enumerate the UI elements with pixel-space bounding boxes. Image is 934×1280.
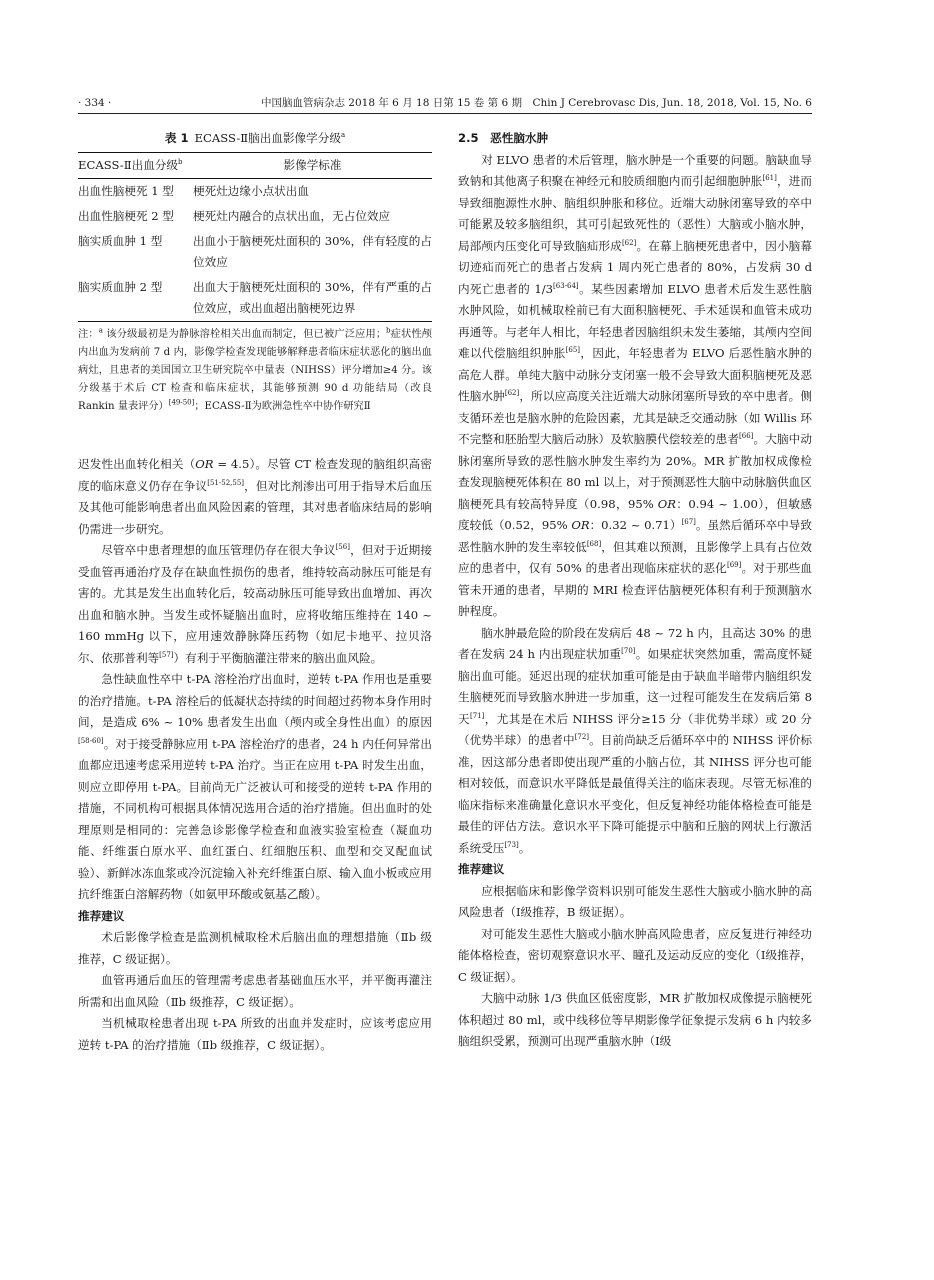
body-paragraph: 尽管卒中患者理想的血压管理仍存在很大争议[56]，但对于近期接受血管再通治疗及存在缺血性损伤的患者，维持较高动脉压可能是有害的。尤其是发生出血转化后，较高动脉压可能导致出血增加、再次出血和脑水肿。当发生或怀疑脑出血时，应将收缩压维持在 140 ~ 160 mmHg 以下，应用速效静脉降压药物（如尼卡地平、拉贝洛尔、依那普利等[57]）有利于平衡脑灌注带来的脑出血风险。	[78, 543, 432, 665]
right-column	[458, 128, 812, 1053]
recommendation-item: 对可能发生恶性大脑或小脑水肿高风险患者，应反复进行神经功能体格检查，密切观察意识水平、瞳孔及运动反应的变化（Ⅰ级推荐，C 级证据）。	[458, 926, 812, 984]
table-col-grade: ECASS-Ⅱ出血分级$^b$	[78, 158, 183, 172]
left-column	[78, 128, 432, 1056]
recommendation-item: 应根据临床和影像学资料识别可能发生恶性大脑或小脑水肿的高风险患者（Ⅰ级推荐，B 级证据）。	[458, 883, 812, 919]
table-header-row	[78, 153, 432, 179]
table-row	[78, 229, 432, 275]
table-row	[78, 275, 432, 322]
table-cell-grade: 出血性脑梗死 1 型	[78, 184, 174, 198]
page-number: · 334 ·	[78, 97, 112, 109]
body-paragraph: 对 ELVO 患者的术后管理，脑水肿是一个重要的问题。脑缺血导致钠和其他离子积聚在神经元和胶质细胞内而引起细胞肿胀[61]，进而导致细胞源性水肿、脑组织肿胀和移位。近端大动脉闭塞导致的卒中可能累及较多脑组织，其可引起致死性的（恶性）大脑或小脑水肿，局部颅内压变化可导致脑疝形成[62]。在幕上脑梗死患者中，因小脑幕切迹疝而死亡的患者占发病 1 周内死亡患者的 80%，占发病 30 d 内死亡患者的 1/3[63-64]。某些因素增加 ELVO 患者术后发生恶性脑水肿风险，如机械取栓前已有大面积脑梗死、手术延误和血管未成功再通等。与老年人相比，年轻患者因脑组织未发生萎缩，其颅内空间难以代偿脑组织肿胀[65]，因此，年轻患者为 ELVO 后恶性脑水肿的高危人群。单纯大脑中动脉分支闭塞一般不会导致大面积脑梗死及恶性脑水肿[62]，所以应高度关注近端大动脉闭塞所导致的卒中患者。侧支循环差也是脑水肿的危险因素，尤其是缺乏交通动脉（如 Willis 环不完整和胚胎型大脑后动脉）及软脑膜代偿较差的患者[66]。大脑中动脉闭塞所导致的恶性脑水肿发生率约为 20%。MR 扩散加权成像检查发现脑梗死体积在 80 ml 以上，对于预测恶性大脑中动脉脑供血区脑梗死具有较高特异度（0.98，95% OR：0.94 ~ 1.00），但敏感度较低（0.52，95% OR：0.32 ~ 0.71）[67]。虽然后循环卒中导致恶性脑水肿的发生率较低[68]，但其难以预测，且影像学上具有占位效应的患者中，仅有 50% 的患者出现临床症状的恶化[69]。对于那些血管未开通的患者，早期的 MRI 检查评估脑梗死体积有利于预测脑水肿程度。	[458, 152, 812, 618]
table-cell-criteria: 梗死灶边缘小点状出血	[193, 184, 309, 198]
recommendation-item: 大脑中动脉 1/3 供血区低密度影，MR 扩散加权成像提示脑梗死体积超过 80 ml，或中线移位等早期影像学征象提示发病 6 h 内较多脑组织受累，预测可出现严重脑水肿（Ⅰ级	[458, 991, 812, 1048]
body-paragraph: 脑水肿最危险的阶段在发病后 48 ~ 72 h 内，且高达 30% 的患者在发病 24 h 内出现症状加重[70]。如果症状突然加重，需高度怀疑脑出血可能。延迟出现的症状加重可能是由于缺血半暗带内脑组织发生脑梗死而导致脑水肿进一步加重，这一过程可能发生在发病后第 8 天[71]，尤其是在术后 NIHSS 评分≥15 分（非优势半球）或 20 分（优势半球）的患者中[72]。目前尚缺乏后循环卒中的 NIHSS 评价标准，因这部分患者即使出现严重的小脑占位，其 NIHSS 评分也可能相对较低，而意识水平降低是最值得关注的临床表现。尽管无标准的临床指标来准确量化意识水平变化，但反复神经功能体格检查可能是最佳的评估方法。意识水平下降可能提示中脑和丘脑的网状上行激活系统受压[73]。	[458, 625, 812, 855]
grading-table	[78, 152, 432, 322]
table-cell-grade: 脑实质血肿 2 型	[78, 280, 163, 294]
section-heading: 2.5 恶性脑水肿	[458, 131, 549, 145]
recommendation-heading: 推荐建议	[458, 862, 505, 876]
table-cell-grade: 脑实质血肿 1 型	[78, 234, 163, 248]
table-caption	[78, 128, 432, 148]
recommendation-item: 当机械取栓患者出现 t-PA 所致的出血并发症时，应该考虑应用逆转 t-PA 的治疗措施（Ⅱb 级推荐，C 级证据）。	[78, 1016, 432, 1052]
recommendation-heading: 推荐建议	[78, 908, 125, 923]
table-row	[78, 179, 432, 205]
page-header	[78, 96, 812, 114]
table-cell-grade: 出血性脑梗死 2 型	[78, 209, 174, 223]
table-title-sup: a	[340, 131, 346, 140]
table-label: 表 1	[164, 131, 189, 145]
table-row	[78, 204, 432, 229]
body-paragraph: 急性缺血性卒中 t-PA 溶栓治疗出血时，逆转 t-PA 作用也是重要的治疗措施。t-PA 溶栓后的低凝状态持续的时间超过药物本身作用时间，是造成 6% ~ 10% 患者发生出血（颅内或全身性出血）的原因[58-60]。对于接受静脉应用 t-PA 溶栓治疗的患者，24 h 内任何异常出血都应迅速考虑采用逆转 t-PA 治疗。当正在应用 t-PA 时发生出血，则应立即停用 t-PA。目前尚无广泛被认可和接受的逆转 t-PA 作用的措施，不同机构可根据具体情况选用合适的治疗措施。但出血时的处理原则是相同的：完善急诊影像学检查和血液实验室检查（凝血功能、纤维蛋白原水平、血红蛋白、红细胞压积、血型和交叉配血试验）、新鲜冰冻血浆或冷沉淀输入补充纤维蛋白原、输入血小板或应用抗纤维蛋白溶解药物（如氨甲环酸或氨基乙酸）。	[78, 672, 432, 901]
table-col-criteria: 影像学标准	[283, 158, 342, 172]
recommendation-item: 血管再通后血压的管理需考虑患者基础血压水平，并平衡再灌注所需和出血风险（Ⅱb 级推荐，C 级证据）。	[78, 973, 432, 1009]
body-paragraph: 迟发性出血转化相关（OR = 4.5）。尽管 CT 检查发现的脑组织高密度的临床意义仍存在争议[51-52,55]，但对比剂渗出可用于指导术后血压及其他可能影响患者出血风险因素的管理，其对患者临床结局的影响仍需进一步研究。	[78, 457, 432, 536]
table-cell-criteria: 梗死灶内融合的点状出血，无占位效应	[193, 209, 391, 223]
table-cell-criteria: 出血小于脑梗死灶面积的 30%，伴有轻度的占位效应	[193, 234, 432, 269]
running-head: 中国脑血管病杂志 2018 年 6 月 18 日第 15 卷 第 6 期 Chin J Cerebrovasc Dis, Jun. 18, 2018, Vol. 15, No. 6	[260, 97, 812, 109]
table-cell-criteria: 出血大于脑梗死灶面积的 30%，伴有严重的占位效应，或出血超出脑梗死边界	[193, 280, 432, 315]
table-title: ECASS-Ⅱ脑出血影像学分级	[194, 131, 341, 145]
table-note: 注：$^a$ 该分级最初是为静脉溶栓相关出血而制定，但已被广泛应用；$^b$症状性颅内出血为发病前 7 d 内，影像学检查发现能够解释患者临床症状恶化的脑出血病灶，且患者的美国国立卫生研究院卒中量表（NIHSS）评分增加≥4 分。该分级基于术后 CT 检查和临床症状，其能够预测 90 d 功能结局（改良 Rankin 量表评分）[49-50]；ECASS-Ⅱ为欧洲急性卒中协作研究Ⅱ	[78, 326, 432, 412]
recommendation-item: 术后影像学检查是监测机械取栓术后脑出血的理想措施（Ⅱb 级推荐，C 级证据）。	[78, 930, 432, 966]
